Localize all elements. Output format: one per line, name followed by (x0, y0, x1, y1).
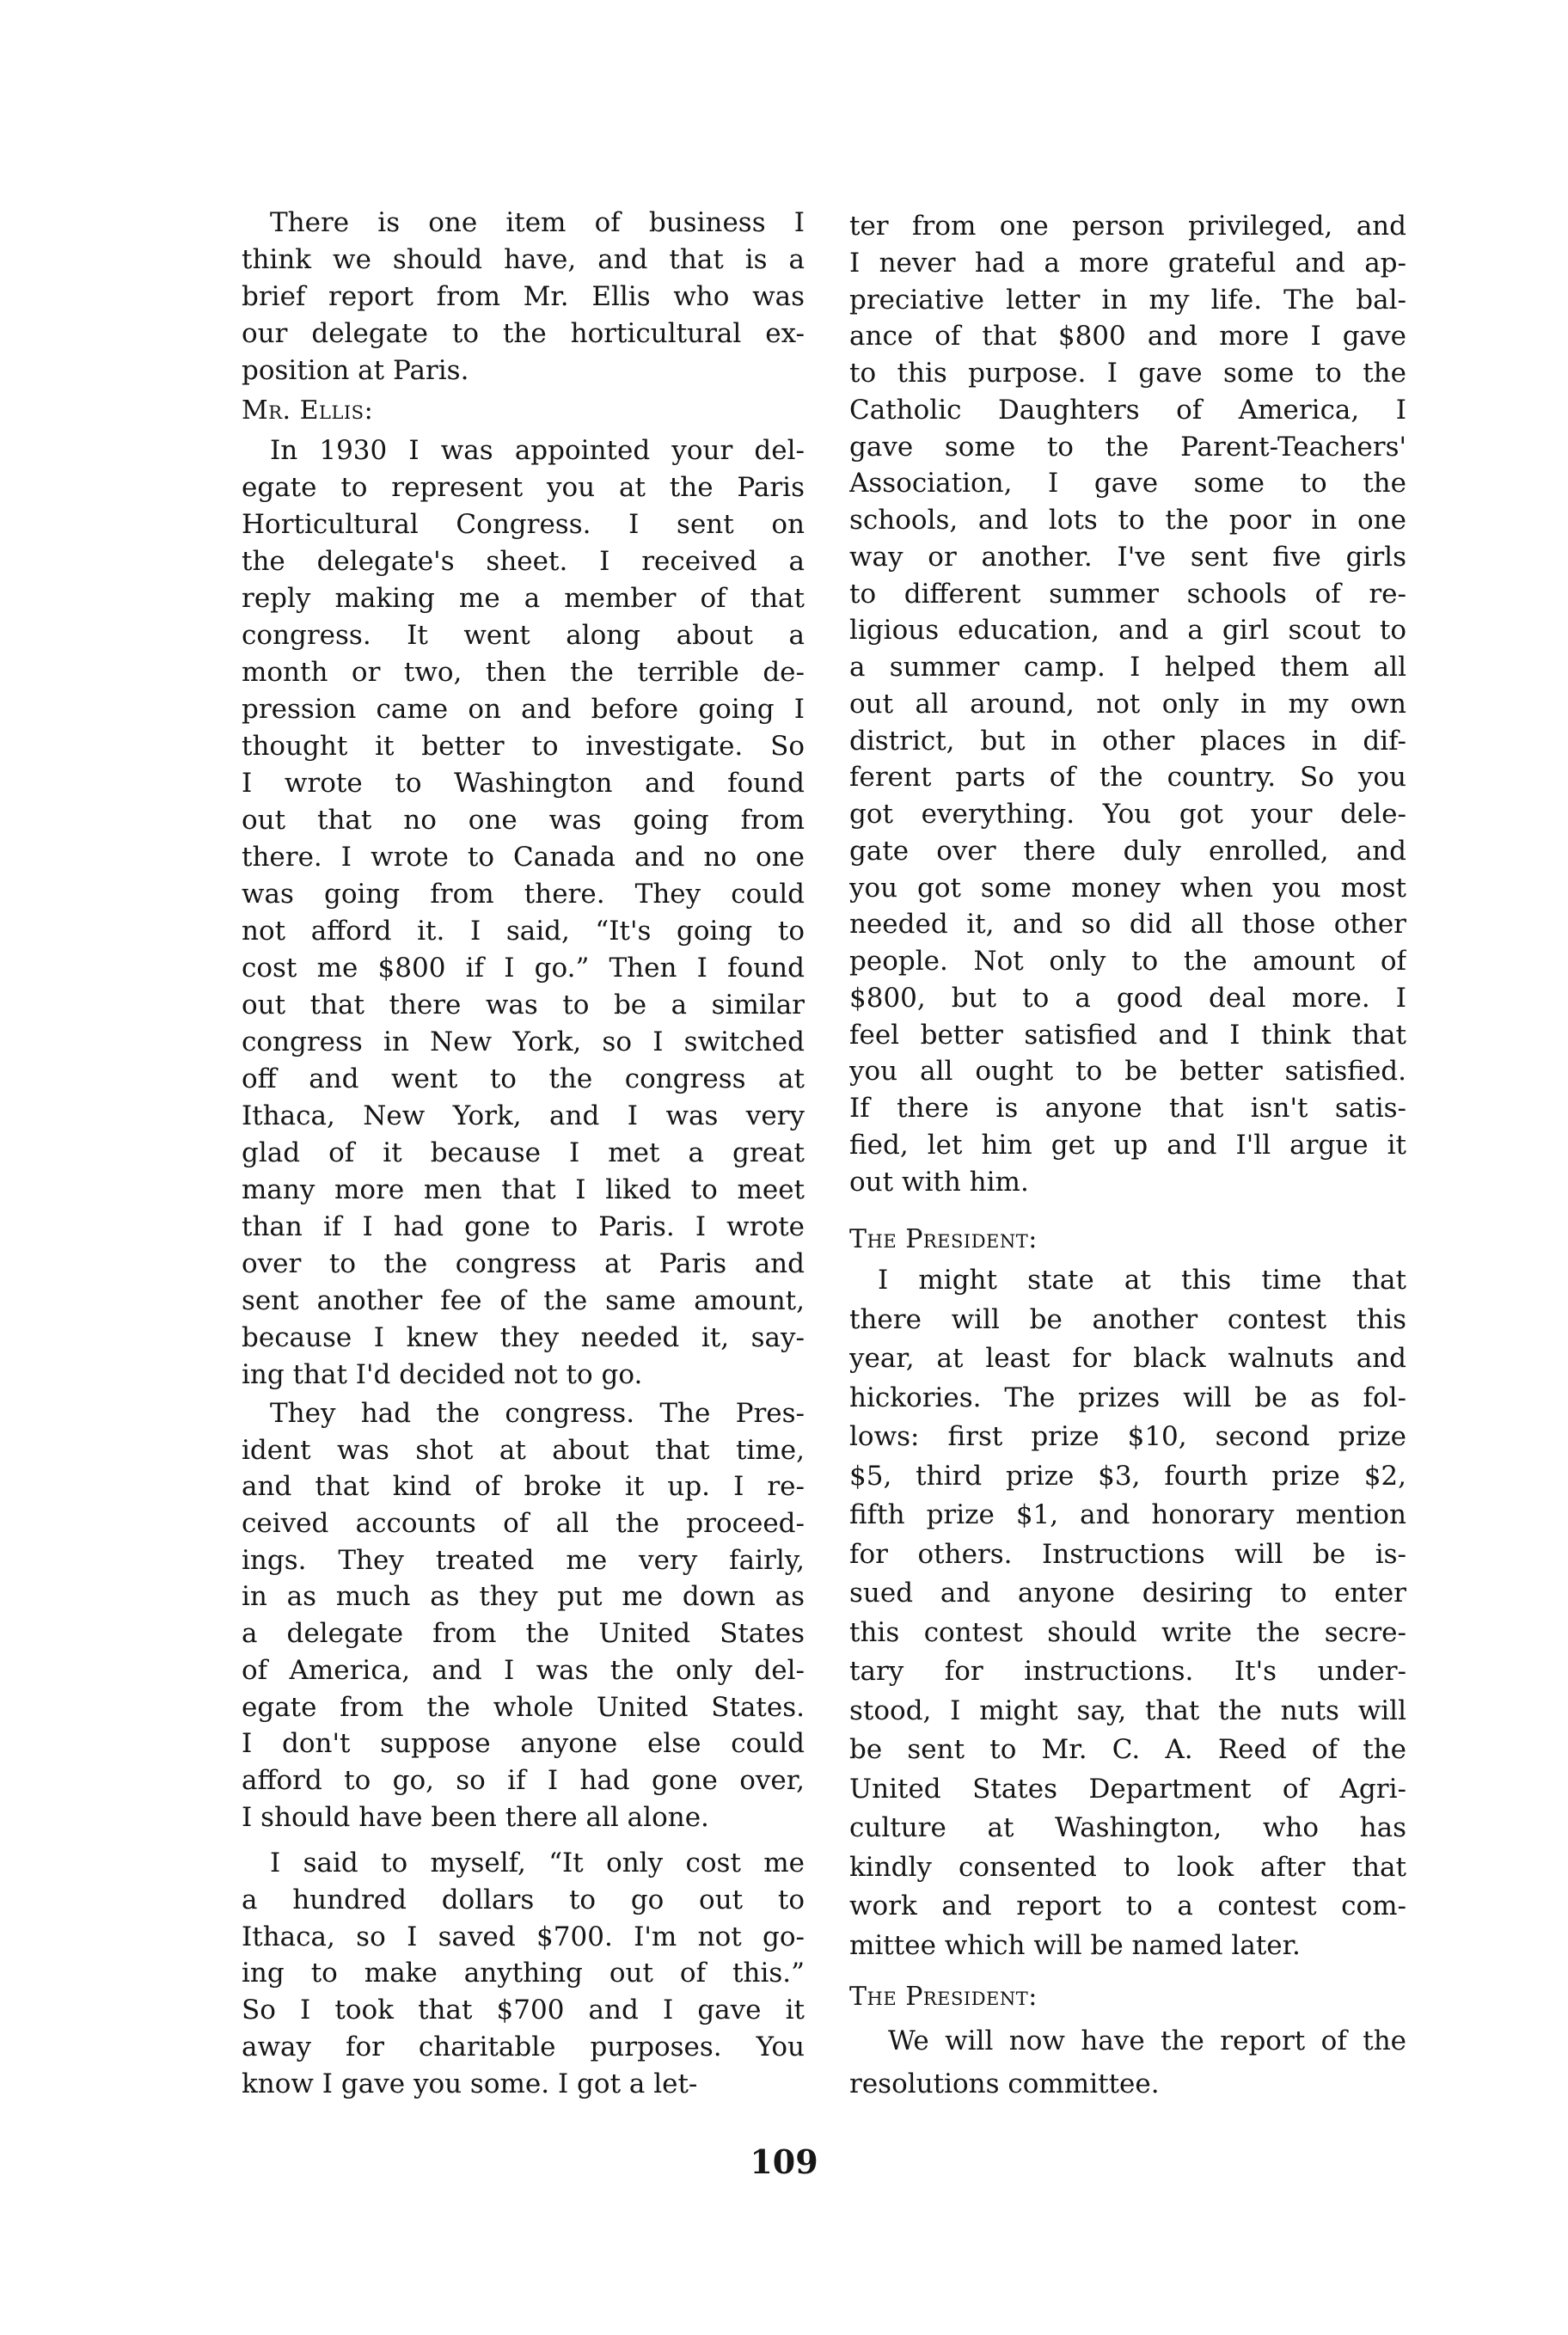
speaker-heading-president-2: The President: (849, 1982, 1038, 2012)
text-line: be sent to Mr. C. A. Reed of the (849, 1734, 1406, 1765)
speaker-heading-president-1: The President: (849, 1224, 1038, 1254)
text-line: culture at Washington, who has (849, 1812, 1406, 1843)
text-line: know I gave you some. I got a let- (242, 2068, 698, 2099)
text-line: egate from the whole United States. (242, 1691, 805, 1723)
text-line: Ithaca, so I saved $700. I'm not go- (242, 1921, 805, 1952)
text-line: glad of it because I met a great (242, 1137, 805, 1168)
text-line: stood, I might say, that the nuts will (849, 1695, 1406, 1726)
text-line: ferent parts of the country. So you (849, 762, 1406, 794)
text-line: Ithaca, New York, and I was very (242, 1100, 805, 1131)
text-line: was going from there. They could (242, 879, 805, 910)
text-line: $800, but to a good deal more. I (849, 982, 1406, 1014)
text-line: I don't suppose anyone else could (242, 1728, 805, 1760)
text-line: away for charitable purposes. You (242, 2031, 805, 2062)
text-line: I might state at this time that (878, 1265, 1406, 1296)
text-line: ligious education, and a girl scout to (849, 615, 1406, 647)
text-line: thought it better to investigate. So (242, 731, 805, 762)
text-line: We will now have the report of the (888, 2026, 1406, 2056)
text-line: resolutions committee. (849, 2068, 1160, 2099)
text-line: If there is anyone that isn't satis- (849, 1093, 1406, 1124)
text-line: position at Paris. (242, 355, 469, 386)
text-line: ceived accounts of all the proceed- (242, 1508, 805, 1540)
text-line: than if I had gone to Paris. I wrote (242, 1211, 805, 1242)
text-line: I wrote to Washington and found (242, 768, 805, 799)
ellis-paragraph-continued (849, 208, 1406, 1200)
speaker-heading-mr-ellis: Mr. Ellis: (242, 395, 374, 426)
text-line: egate to represent you at the Paris (242, 472, 805, 503)
text-line: for others. Instructions will be is- (849, 1538, 1406, 1570)
intro-paragraph (242, 205, 805, 389)
text-line: to different summer schools of re- (849, 578, 1406, 610)
text-line: Catholic Daughters of America, I (849, 394, 1406, 426)
text-line: I said to myself, “It only cost me (270, 1848, 805, 1878)
text-line: there will be another contest this (849, 1303, 1406, 1335)
text-line: district, but in other places in dif- (849, 725, 1406, 757)
text-line: I never had a more grateful and ap- (849, 247, 1406, 279)
text-line: cost me $800 if I go.” Then I found (242, 953, 805, 984)
text-line: I should have been there all alone. (242, 1801, 709, 1833)
text-line: think we should have, and that is a (242, 244, 805, 275)
text-line: you all ought to be better satisfied. (849, 1056, 1406, 1088)
page-number: 109 (750, 2142, 818, 2181)
text-line: not afford it. I said, “It's going to (242, 916, 805, 947)
text-line: In 1930 I was appointed your del- (270, 435, 805, 466)
ellis-paragraph-1 (242, 432, 805, 1394)
text-line: Horticultural Congress. I sent on (242, 509, 805, 540)
president-contest-paragraph (849, 1261, 1406, 1965)
text-line: out that no one was going from (242, 805, 805, 836)
text-line: reply making me a member of that (242, 583, 805, 614)
text-line: over to the congress at Paris and (242, 1248, 805, 1279)
text-line: congress in New York, so I switched (242, 1027, 805, 1057)
text-line: afford to go, so if I had gone over, (242, 1764, 805, 1796)
text-line: you got some money when you most (849, 872, 1406, 904)
ellis-paragraph-2 (242, 1395, 805, 1836)
text-line: year, at least for black walnuts and (849, 1343, 1406, 1374)
text-line: ing to make anything out of this.” (242, 1958, 805, 1989)
text-line: schools, and lots to the poor in one (849, 505, 1406, 536)
text-line: congress. It went along about a (242, 620, 805, 651)
text-line: work and report to a contest com- (849, 1891, 1406, 1921)
text-line: because I knew they needed it, say- (242, 1322, 805, 1353)
text-line: brief report from Mr. Ellis who was (242, 281, 805, 312)
text-line: ident was shot at about that time, (242, 1434, 805, 1466)
text-line: and that kind of broke it up. I re- (242, 1471, 805, 1503)
text-line: pression came on and before going I (242, 694, 805, 725)
text-line: hickories. The prizes will be as fol- (849, 1382, 1406, 1413)
text-line: our delegate to the horticultural ex- (242, 318, 805, 349)
text-line: way or another. I've sent five girls (849, 541, 1406, 573)
text-line: So I took that $700 and I gave it (242, 1995, 805, 2026)
president-resolutions-paragraph (849, 2019, 1406, 2105)
text-line: people. Not only to the amount of (849, 946, 1406, 977)
text-line: this contest should write the secre- (849, 1616, 1406, 1648)
text-line: They had the congress. The Pres- (270, 1398, 805, 1429)
text-line: off and went to the congress at (242, 1063, 805, 1094)
text-line: needed it, and so did all those other (849, 909, 1406, 941)
ellis-paragraph-3 (242, 1845, 805, 2103)
text-line: many more men that I liked to meet (242, 1174, 805, 1205)
text-line: fifth prize $1, and honorary mention (849, 1499, 1406, 1530)
text-line: mittee which will be named later. (849, 1929, 1301, 1961)
text-line: out that there was to be a similar (242, 990, 805, 1020)
text-line: out with him. (849, 1166, 1029, 1198)
text-line: sent another fee of the same amount, (242, 1285, 805, 1316)
text-line: a summer camp. I helped them all (849, 652, 1406, 683)
text-line: ance of that $800 and more I gave (849, 321, 1406, 352)
text-line: ings. They treated me very fairly, (242, 1544, 805, 1576)
text-line: Association, I gave some to the (849, 468, 1406, 499)
text-line: of America, and I was the only del- (242, 1654, 805, 1686)
text-line: sued and anyone desiring to enter (849, 1578, 1406, 1609)
text-line: there. I wrote to Canada and no one (242, 842, 805, 873)
text-line: gave some to the Parent-Teachers' (849, 431, 1406, 463)
text-line: ing that I'd decided not to go. (242, 1359, 643, 1390)
text-line: preciative letter in my life. The bal- (849, 284, 1406, 316)
text-line: kindly consented to look after that (849, 1851, 1406, 1883)
text-line: fied, let him get up and I'll argue it (849, 1129, 1406, 1161)
text-line: in as much as they put me down as (242, 1581, 805, 1613)
text-line: There is one item of business I (270, 207, 805, 238)
text-line: feel better satisfied and I think that (849, 1019, 1406, 1051)
text-line: to this purpose. I gave some to the (849, 358, 1406, 389)
text-line: lows: first prize $10, second prize (849, 1421, 1406, 1452)
text-line: a delegate from the United States (242, 1618, 805, 1650)
text-line: a hundred dollars to go out to (242, 1884, 805, 1915)
text-line: tary for instructions. It's under- (849, 1656, 1406, 1687)
text-line: gate over there duly enrolled, and (849, 835, 1406, 867)
text-line: ter from one person privileged, and (849, 211, 1406, 242)
text-line: got everything. You got your dele- (849, 799, 1406, 830)
text-line: out all around, not only in my own (849, 688, 1406, 720)
text-line: United States Department of Agri- (849, 1773, 1406, 1805)
text-line: $5, third prize $3, fourth prize $2, (849, 1460, 1406, 1492)
text-line: the delegate's sheet. I received a (242, 546, 805, 577)
text-line: month or two, then the terrible de- (242, 657, 805, 688)
